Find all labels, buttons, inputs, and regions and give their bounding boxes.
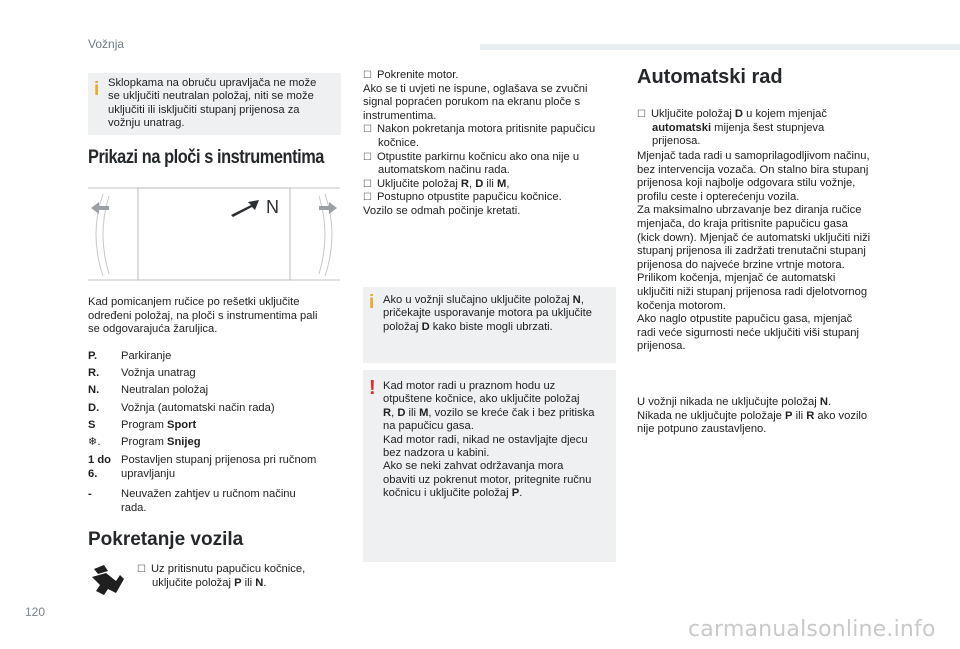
- step-text: Otpustite parkirnu kočnicu ako ona nije u: [376, 150, 580, 163]
- legend-key: -: [88, 488, 92, 500]
- warning-text: , vozilo se kreće čak i bez pritiska: [428, 406, 595, 419]
- warning-text: .: [519, 487, 523, 500]
- start-steps: [363, 69, 623, 219]
- closing-text: .: [827, 396, 832, 408]
- automatic-description: [637, 150, 907, 354]
- closing-text: ako vozilo: [814, 409, 868, 422]
- section-title-start: Pokretanje vozila: [88, 529, 244, 550]
- step-text: Uključite položaj: [376, 177, 461, 190]
- legend-value-bold: Sport: [167, 419, 197, 431]
- warning-text: bez nadzora u kabini.: [383, 447, 490, 460]
- para-line: Prilikom kočenja, mjenjač će automatski: [637, 272, 836, 285]
- step-text: ,: [506, 177, 510, 190]
- para-line: Za maksimalno ubrzavanje bez diranja ručice: [637, 204, 862, 217]
- gear-r: R: [460, 177, 470, 190]
- automatic-closing: [637, 396, 907, 437]
- legend-value: [121, 419, 341, 433]
- checkbox-bullet-icon: ☐: [137, 564, 146, 575]
- step-text: Vozilo se odmah počinje kretati.: [363, 204, 521, 217]
- warning-icon: !: [369, 377, 376, 399]
- note-line: vožnju unatrag.: [108, 117, 185, 130]
- warning-text: Kad motor radi u praznom hodu uz: [383, 380, 556, 392]
- step-text: u kojem mjenjač: [743, 108, 827, 120]
- section-title-instruments: Prikazi na ploči s instrumentima: [88, 147, 324, 168]
- legend-value: Neutralan položaj: [121, 384, 209, 396]
- watermark: carmanualsonline.info: [688, 617, 936, 642]
- warning-text: kočnicu i uključite položaj: [383, 487, 512, 500]
- checkbox-bullet-icon: ☐: [363, 151, 372, 163]
- closing-text: nije potpuno zaustavljeno.: [637, 423, 767, 436]
- closing-text: ili: [792, 409, 807, 422]
- step-text: Pokrenite motor.: [376, 69, 459, 81]
- gear-d: D: [475, 177, 484, 190]
- legend-value: Vožnja (automatski način rada): [121, 402, 275, 414]
- legend-value: Postavljen stupanj prijenosa pri ručnom upravljanju: [121, 454, 317, 480]
- info-icon: i: [369, 292, 375, 313]
- warning-text: obaviti uz pokrenut motor, pritegnite ručnu: [383, 473, 592, 486]
- warning-text: ili: [405, 406, 420, 419]
- gear-p: P: [511, 487, 520, 500]
- info-note-steering: [88, 73, 341, 135]
- gear-d: D: [397, 406, 406, 419]
- checkbox-bullet-icon: ☐: [637, 109, 646, 120]
- step-text: Ako se ti uvjeti ne ispune, oglašava se zvučni: [363, 82, 588, 95]
- legend-value: Vožnja unatrag: [121, 367, 196, 379]
- step-text: uključite položaj: [152, 576, 235, 589]
- note-line: se uključiti neutralan položaj, niti se može: [108, 90, 314, 103]
- desc-line: se odgovarajuća žaruljica.: [88, 323, 218, 336]
- note-text: pričekajte usporavanje motora pa uključite: [383, 307, 592, 320]
- legend-value: Neuvažen zahtjev u ručnom načinu rada.: [121, 488, 296, 514]
- step-text: instrumentima.: [363, 109, 437, 122]
- warning-text: ,: [391, 406, 398, 419]
- note-text: Ako u vožnji slučajno uključite položaj: [383, 294, 573, 306]
- para-line: stupanj prijenosa ili zadržati trenutačni stupanj: [637, 245, 866, 258]
- warning-text: na papučicu gasa.: [383, 420, 474, 433]
- note-text: položaj: [383, 320, 422, 333]
- step-text: prijenosa.: [652, 135, 701, 148]
- step-text: automatskom načinu rada.: [378, 164, 510, 177]
- step-text: signal popraćen porukom na ekranu ploče s: [363, 96, 581, 109]
- warning-text: Kad motor radi, nikad ne ostavljajte djecu: [383, 433, 588, 446]
- checkbox-bullet-icon: ☐: [363, 192, 372, 204]
- desc-line: Kad pomicanjem ručice po rešetki uključite: [88, 296, 300, 308]
- step-text: Uz pritisnutu papučicu kočnice,: [150, 563, 306, 575]
- gear-r: R: [806, 409, 815, 422]
- gear-p: P: [234, 576, 242, 589]
- checkbox-bullet-icon: ☐: [363, 70, 372, 81]
- step-text: ili: [241, 576, 256, 589]
- gear-n: N: [819, 396, 828, 408]
- legend-value: [121, 436, 341, 450]
- automatic-step: [637, 108, 902, 149]
- step-text: mijenja šest stupnjeva: [711, 121, 825, 134]
- legend-value: Parkiranje: [121, 350, 172, 362]
- step-text: Nakon pokretanja motora pritisnite papučicu: [376, 123, 596, 136]
- gear-m: M: [497, 177, 507, 190]
- gear-d: D: [421, 320, 430, 333]
- step-text-bold: automatski: [652, 121, 712, 134]
- section-title-automatic: Automatski rad: [637, 66, 783, 88]
- para-line: radi veće sigurnosti neće uključiti viši stupanj: [637, 326, 859, 339]
- step-text: .: [263, 576, 267, 589]
- note-line: uključiti ili isključiti stupanj prijenosa za: [108, 103, 300, 116]
- legend-value-pre: Program: [121, 436, 168, 448]
- warning-text: Ako se neki zahvat održavanja mora: [383, 460, 564, 473]
- legend-value-pre: Program: [121, 419, 168, 431]
- info-icon: i: [94, 79, 100, 100]
- gear-d: D: [734, 108, 744, 120]
- para-line: bez intervencija vozača. On stalno bira stupanj: [637, 163, 869, 176]
- note-text: kako biste mogli ubrzati.: [429, 320, 553, 333]
- gear-n: N: [255, 576, 264, 589]
- header-section-title: Vožnja: [88, 37, 125, 51]
- legend-value-bold: Snijeg: [167, 436, 201, 448]
- legend-key: N.: [88, 384, 100, 396]
- step-text: Uključite položaj: [650, 108, 735, 120]
- note-text: ,: [580, 294, 584, 306]
- instrument-panel-illustration: [85, 180, 343, 288]
- closing-text: U vožnji nikada ne uključujte položaj: [637, 396, 820, 408]
- legend-key: R.: [88, 367, 100, 379]
- step-text: ,: [469, 177, 476, 190]
- instruments-description: [88, 296, 348, 337]
- gear-letter: N: [266, 197, 279, 217]
- para-line: Ako naglo otpustite papučicu gasa, mjenjač: [637, 313, 853, 326]
- para-line: prijenosa koji najbolje odgovara stilu vožnje,: [637, 177, 856, 190]
- warning-note-idle: [363, 370, 616, 562]
- para-line: (kick down). Mjenjač će automatski uključiti niži: [637, 231, 871, 244]
- para-line: prijenosa.: [637, 340, 686, 353]
- legend-key: P.: [88, 350, 98, 362]
- legend-key: 1 do 6.: [88, 454, 111, 480]
- step-text: ili: [483, 177, 498, 190]
- info-note-neutral: [363, 287, 616, 363]
- legend-key: S: [88, 419, 96, 431]
- closing-text: Nikada ne uključujte položaje: [637, 409, 786, 422]
- snowflake-icon: ❄.: [88, 436, 101, 448]
- gear-m: M: [419, 406, 429, 419]
- step-text: kočnice.: [378, 136, 420, 149]
- gear-r: R: [383, 406, 392, 419]
- para-line: profilu ceste i opterećenju vozila.: [637, 190, 800, 203]
- checkbox-bullet-icon: ☐: [363, 124, 372, 136]
- legend-key: D.: [88, 402, 100, 414]
- para-line: Mjenjač tada radi u samoprilagodljivom načinu,: [637, 150, 870, 162]
- step-text: Postupno otpustite papučicu kočnice.: [376, 191, 562, 204]
- foot-on-pedal-icon: [90, 563, 126, 597]
- gear-n: N: [572, 294, 581, 306]
- note-line: Sklopkama na obruču upravljača ne može: [108, 77, 317, 89]
- checkbox-bullet-icon: ☐: [363, 178, 372, 190]
- page-number: 120: [25, 605, 46, 619]
- para-line: prijenosa do najveće brzine vrtnje motora.: [637, 258, 845, 271]
- para-line: kočenja motorom.: [637, 299, 726, 312]
- header-bar: [480, 44, 960, 50]
- para-line: uključiti niži stupanj prijenosa radi djelotvornog: [637, 285, 868, 298]
- gear-p: P: [785, 409, 793, 422]
- para-line: mjenjača, do kraja pritisnite papučicu gasa: [637, 217, 848, 230]
- warning-text: otpuštene kočnice, ako uključite položaj: [383, 393, 580, 406]
- desc-line: određeni položaj, na ploči s instrumentima pali: [88, 309, 318, 322]
- start-step: [137, 563, 337, 590]
